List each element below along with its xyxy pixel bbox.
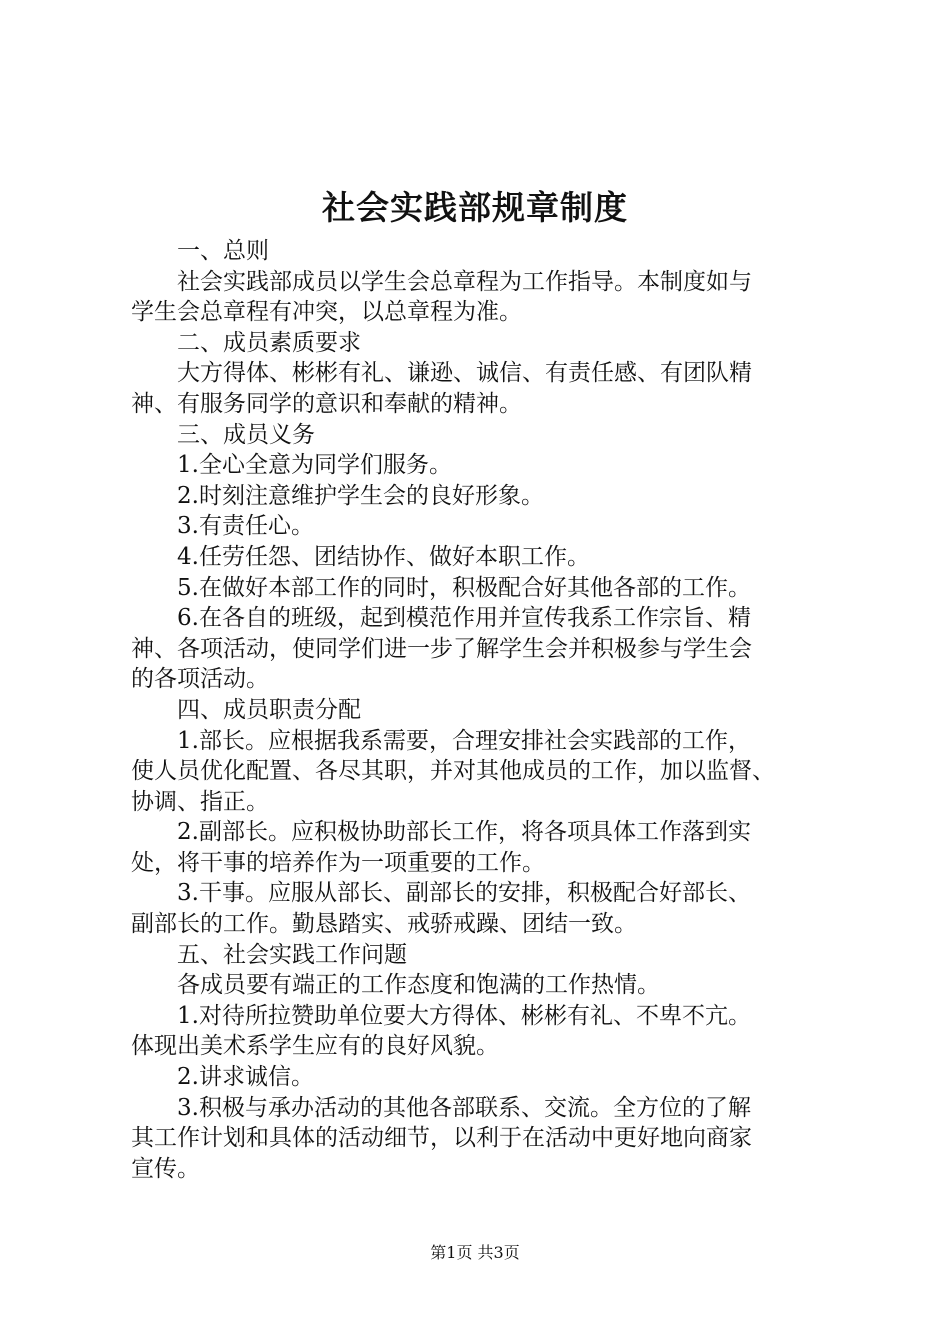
- text-line: 其工作计划和具体的活动细节，以利于在活动中更好地向商家: [131, 1125, 752, 1152]
- text-line: 6.在各自的班级，起到模范作用并宣传我系工作宗旨、精: [177, 605, 751, 632]
- text-line: 五、社会实践工作问题: [177, 941, 407, 968]
- text-line: 学生会总章程有冲突，以总章程为准。: [131, 299, 522, 326]
- text-line: 副部长的工作。勤恳踏实、戒骄戒躁、团结一致。: [131, 911, 637, 938]
- text-line: 2.讲求诚信。: [177, 1064, 314, 1091]
- text-line: 5.在做好本部工作的同时，积极配合好其他各部的工作。: [177, 574, 751, 601]
- document-title: 社会实践部规章制度: [322, 188, 628, 227]
- text-line: 神、各项活动，使同学们进一步了解学生会并积极参与学生会: [131, 635, 752, 662]
- text-line: 3.积极与承办活动的其他各部联系、交流。全方位的了解: [177, 1094, 751, 1121]
- text-line: 协调、指正。: [131, 788, 269, 815]
- text-line: 社会实践部成员以学生会总章程为工作指导。本制度如与: [177, 268, 752, 295]
- text-line: 1.对待所拉赞助单位要大方得体、彬彬有礼、不卑不亢。: [177, 1002, 751, 1029]
- text-line: 1.部长。应根据我系需要，合理安排社会实践部的工作，: [177, 727, 751, 754]
- text-line: 宣传。: [131, 1155, 200, 1182]
- text-line: 3.干事。应服从部长、副部长的安排，积极配合好部长、: [177, 880, 751, 907]
- document-body: [131, 236, 841, 1184]
- text-line: 的各项活动。: [131, 666, 269, 693]
- text-line: 3.有责任心。: [177, 513, 314, 540]
- text-line: 三、成员义务: [177, 421, 315, 448]
- text-line: 处，将干事的培养作为一项重要的工作。: [131, 849, 545, 876]
- text-line: 2.时刻注意维护学生会的良好形象。: [177, 482, 544, 509]
- page-footer: 第1页 共3页: [430, 1243, 520, 1262]
- text-line: 一、总则: [177, 238, 269, 264]
- text-line: 大方得体、彬彬有礼、谦逊、诚信、有责任感、有团队精: [177, 360, 752, 387]
- text-line: 体现出美术系学生应有的良好风貌。: [131, 1033, 499, 1060]
- text-line: 4.任劳任怨、团结协作、做好本职工作。: [177, 543, 590, 570]
- text-line: 二、成员素质要求: [177, 329, 361, 356]
- text-line: 2.副部长。应积极协助部长工作，将各项具体工作落到实: [177, 819, 751, 846]
- text-line: 神、有服务同学的意识和奉献的精神。: [131, 390, 522, 417]
- text-line: 各成员要有端正的工作态度和饱满的工作热情。: [177, 972, 660, 999]
- text-line: 四、成员职责分配: [177, 696, 361, 723]
- text-line: 使人员优化配置、各尽其职，并对其他成员的工作，加以监督、: [131, 758, 775, 785]
- text-line: 1.全心全意为同学们服务。: [177, 452, 452, 479]
